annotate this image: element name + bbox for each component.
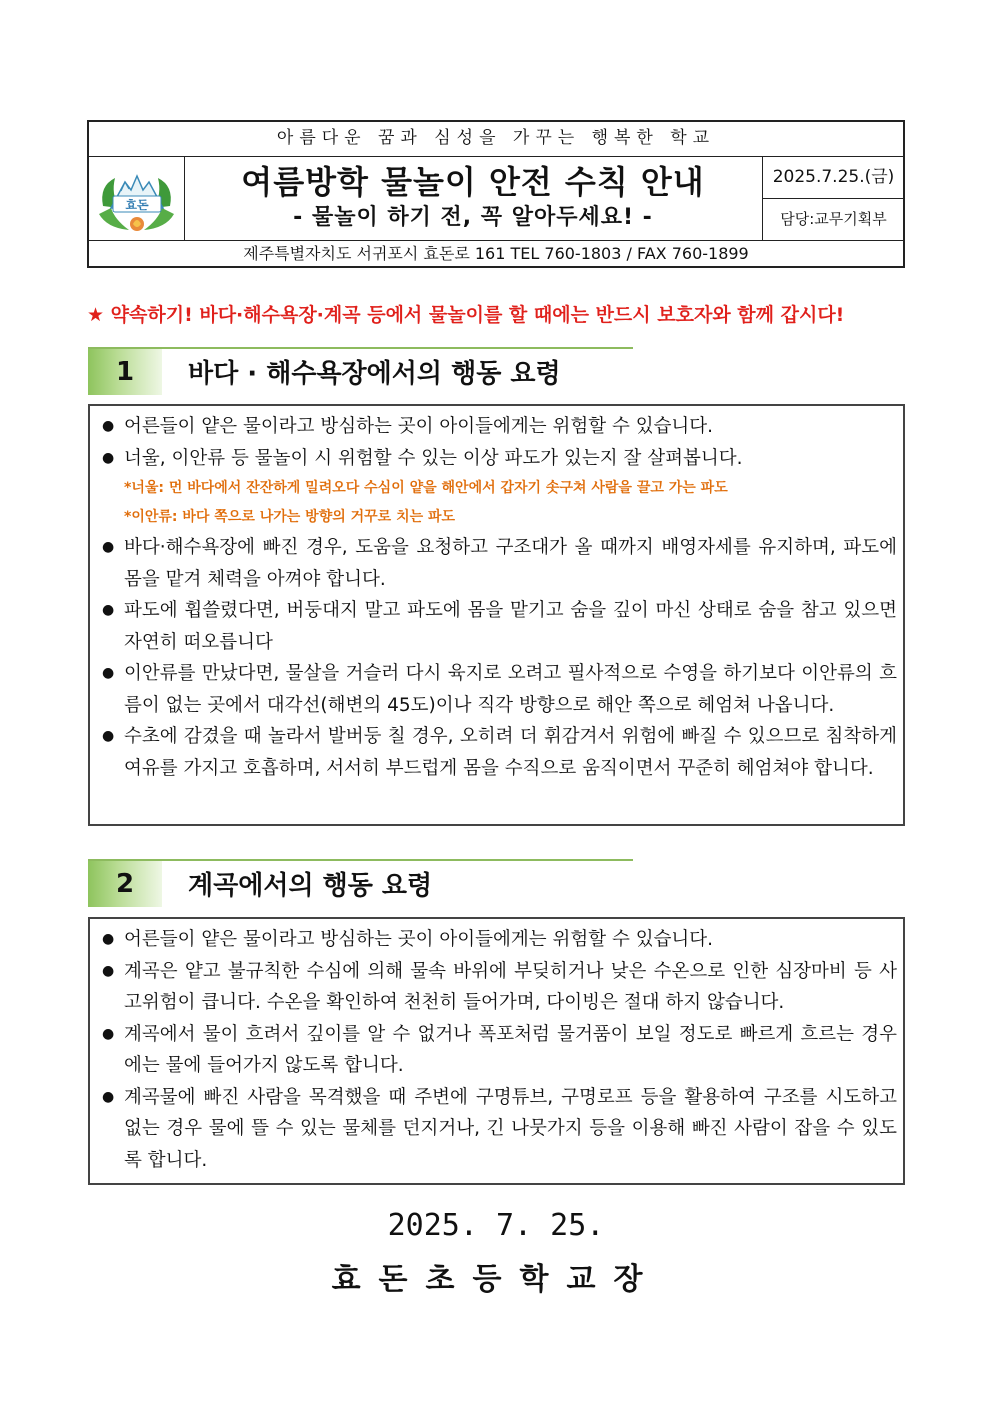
svg-text:효돈: 효돈 [125,198,149,212]
section-number: 1 [88,349,162,395]
section-title: 계곡에서의 행동 요령 [188,871,433,901]
list-item: ● 이안류를 만났다면, 물살을 거슬러 다시 육지로 오려고 필사적으로 수영을 하기보다 이안류의 흐름이 없는 곳에서 대각선(해변의 45도)이나 직각 방향으로 해안 쪽으로 헤엄쳐 나옵니다. [98,658,897,721]
bullet-icon: ● [102,418,115,434]
issue-date: 2025.7.25.(금) [762,156,904,199]
list-item: ● 계곡은 얕고 불규칙한 수심에 의해 물속 바위에 부딪히거나 낮은 수온으로 인한 심장마비 등 사고위험이 큽니다. 수온을 확인하여 천천히 들어가며, 다이빙은 절대 하지 않습니다. [98,956,897,1019]
department: 담당:교무기획부 [762,198,904,240]
list-item: ● 어른들이 얕은 물이라고 방심하는 곳이 아이들에게는 위험할 수 있습니다. [98,411,897,443]
bullet-icon: ● [102,539,115,555]
principal-signature: 효돈초등학교장 [331,1262,661,1297]
document-subtitle: - 물놀이 하기 전, 꼭 알아두세요! - [293,205,653,230]
letterhead [87,120,905,268]
title-block [184,156,762,240]
definition-note: *이안류: 바다 쪽으로 나가는 방향의 거꾸로 치는 파도 [124,509,456,525]
bullet-icon: ● [102,665,115,681]
bullet-icon: ● [102,728,115,744]
list-item: ● 어른들이 얕은 물이라고 방심하는 곳이 아이들에게는 위험할 수 있습니다. [98,924,897,956]
section-number: 2 [88,861,162,907]
bullet-icon: ● [102,1025,115,1042]
footer-date: 2025. 7. 25. [387,1208,605,1243]
bullet-icon: ● [102,962,115,979]
section-2-heading [88,859,633,907]
bullet-icon: ● [102,449,115,466]
section-2-box [88,917,905,1185]
section-title: 바다 · 해수욕장에서의 행동 요령 [188,359,561,389]
bullet-icon: ● [102,602,115,618]
document-title: 여름방학 물놀이 안전 수칙 안내 [241,163,705,201]
list-item: ● 계곡에서 물이 흐려서 깊이를 알 수 없거나 폭포처럼 물거품이 보일 정도로 빠르게 흐르는 경우에는 물에 들어가지 않도록 합니다. [98,1019,897,1082]
list-item: ● 파도에 휩쓸렸다면, 버둥대지 말고 파도에 몸을 맡기고 숨을 깊이 마신 상태로 숨을 참고 있으면 자연히 떠오릅니다 [98,595,897,658]
bullet-icon: ● [102,931,115,947]
school-address: 제주특별자치도 서귀포시 효돈로 161 TEL 760-1803 / FAX 760-1899 [89,240,903,267]
list-item: ● 너울, 이안류 등 물놀이 시 위험할 수 있는 이상 파도가 있는지 잘 살펴봅니다. [98,443,897,475]
section-1-heading [88,347,633,395]
promise-notice: ★ 약속하기! 바다·해수욕장·계곡 등에서 물놀이를 할 때에는 반드시 보호자와 함께 갑시다! [87,304,845,326]
definition-note: *너울: 먼 바다에서 잔잔하게 밀려오다 수심이 얕을 해안에서 갑자기 솟구쳐 사람을 끌고 가는 파도 [124,480,728,496]
section-1-box [88,404,905,826]
school-motto: 아름다운 꿈과 심성을 가꾸는 행복한 학교 [89,122,903,157]
list-item: ● 바다·해수욕장에 빠진 경우, 도움을 요청하고 구조대가 올 때까지 배영자세를 유지하며, 파도에 몸을 맡겨 체력을 아껴야 합니다. [98,532,897,595]
bullet-icon: ● [102,1088,115,1105]
list-item: ● 계곡물에 빠진 사람을 목격했을 때 주변에 구명튜브, 구명로프 등을 활용하여 구조를 시도하고 없는 경우 물에 뜰 수 있는 물체를 던지거나, 긴 나뭇가지 등을 이용해 빠진 사람이 잡을 수 있도록 합니다. [98,1082,897,1177]
school-emblem-icon [89,156,184,240]
school-logo [89,156,185,240]
list-item: ● 수초에 감겼을 때 놀라서 발버둥 칠 경우, 오히려 더 휘감겨서 위험에 빠질 수 있으므로 침착하게 여유를 가지고 호흡하며, 서서히 부드럽게 몸을 수직으로 움직이면서 꾸준히 헤엄쳐야 합니다. [98,721,897,784]
